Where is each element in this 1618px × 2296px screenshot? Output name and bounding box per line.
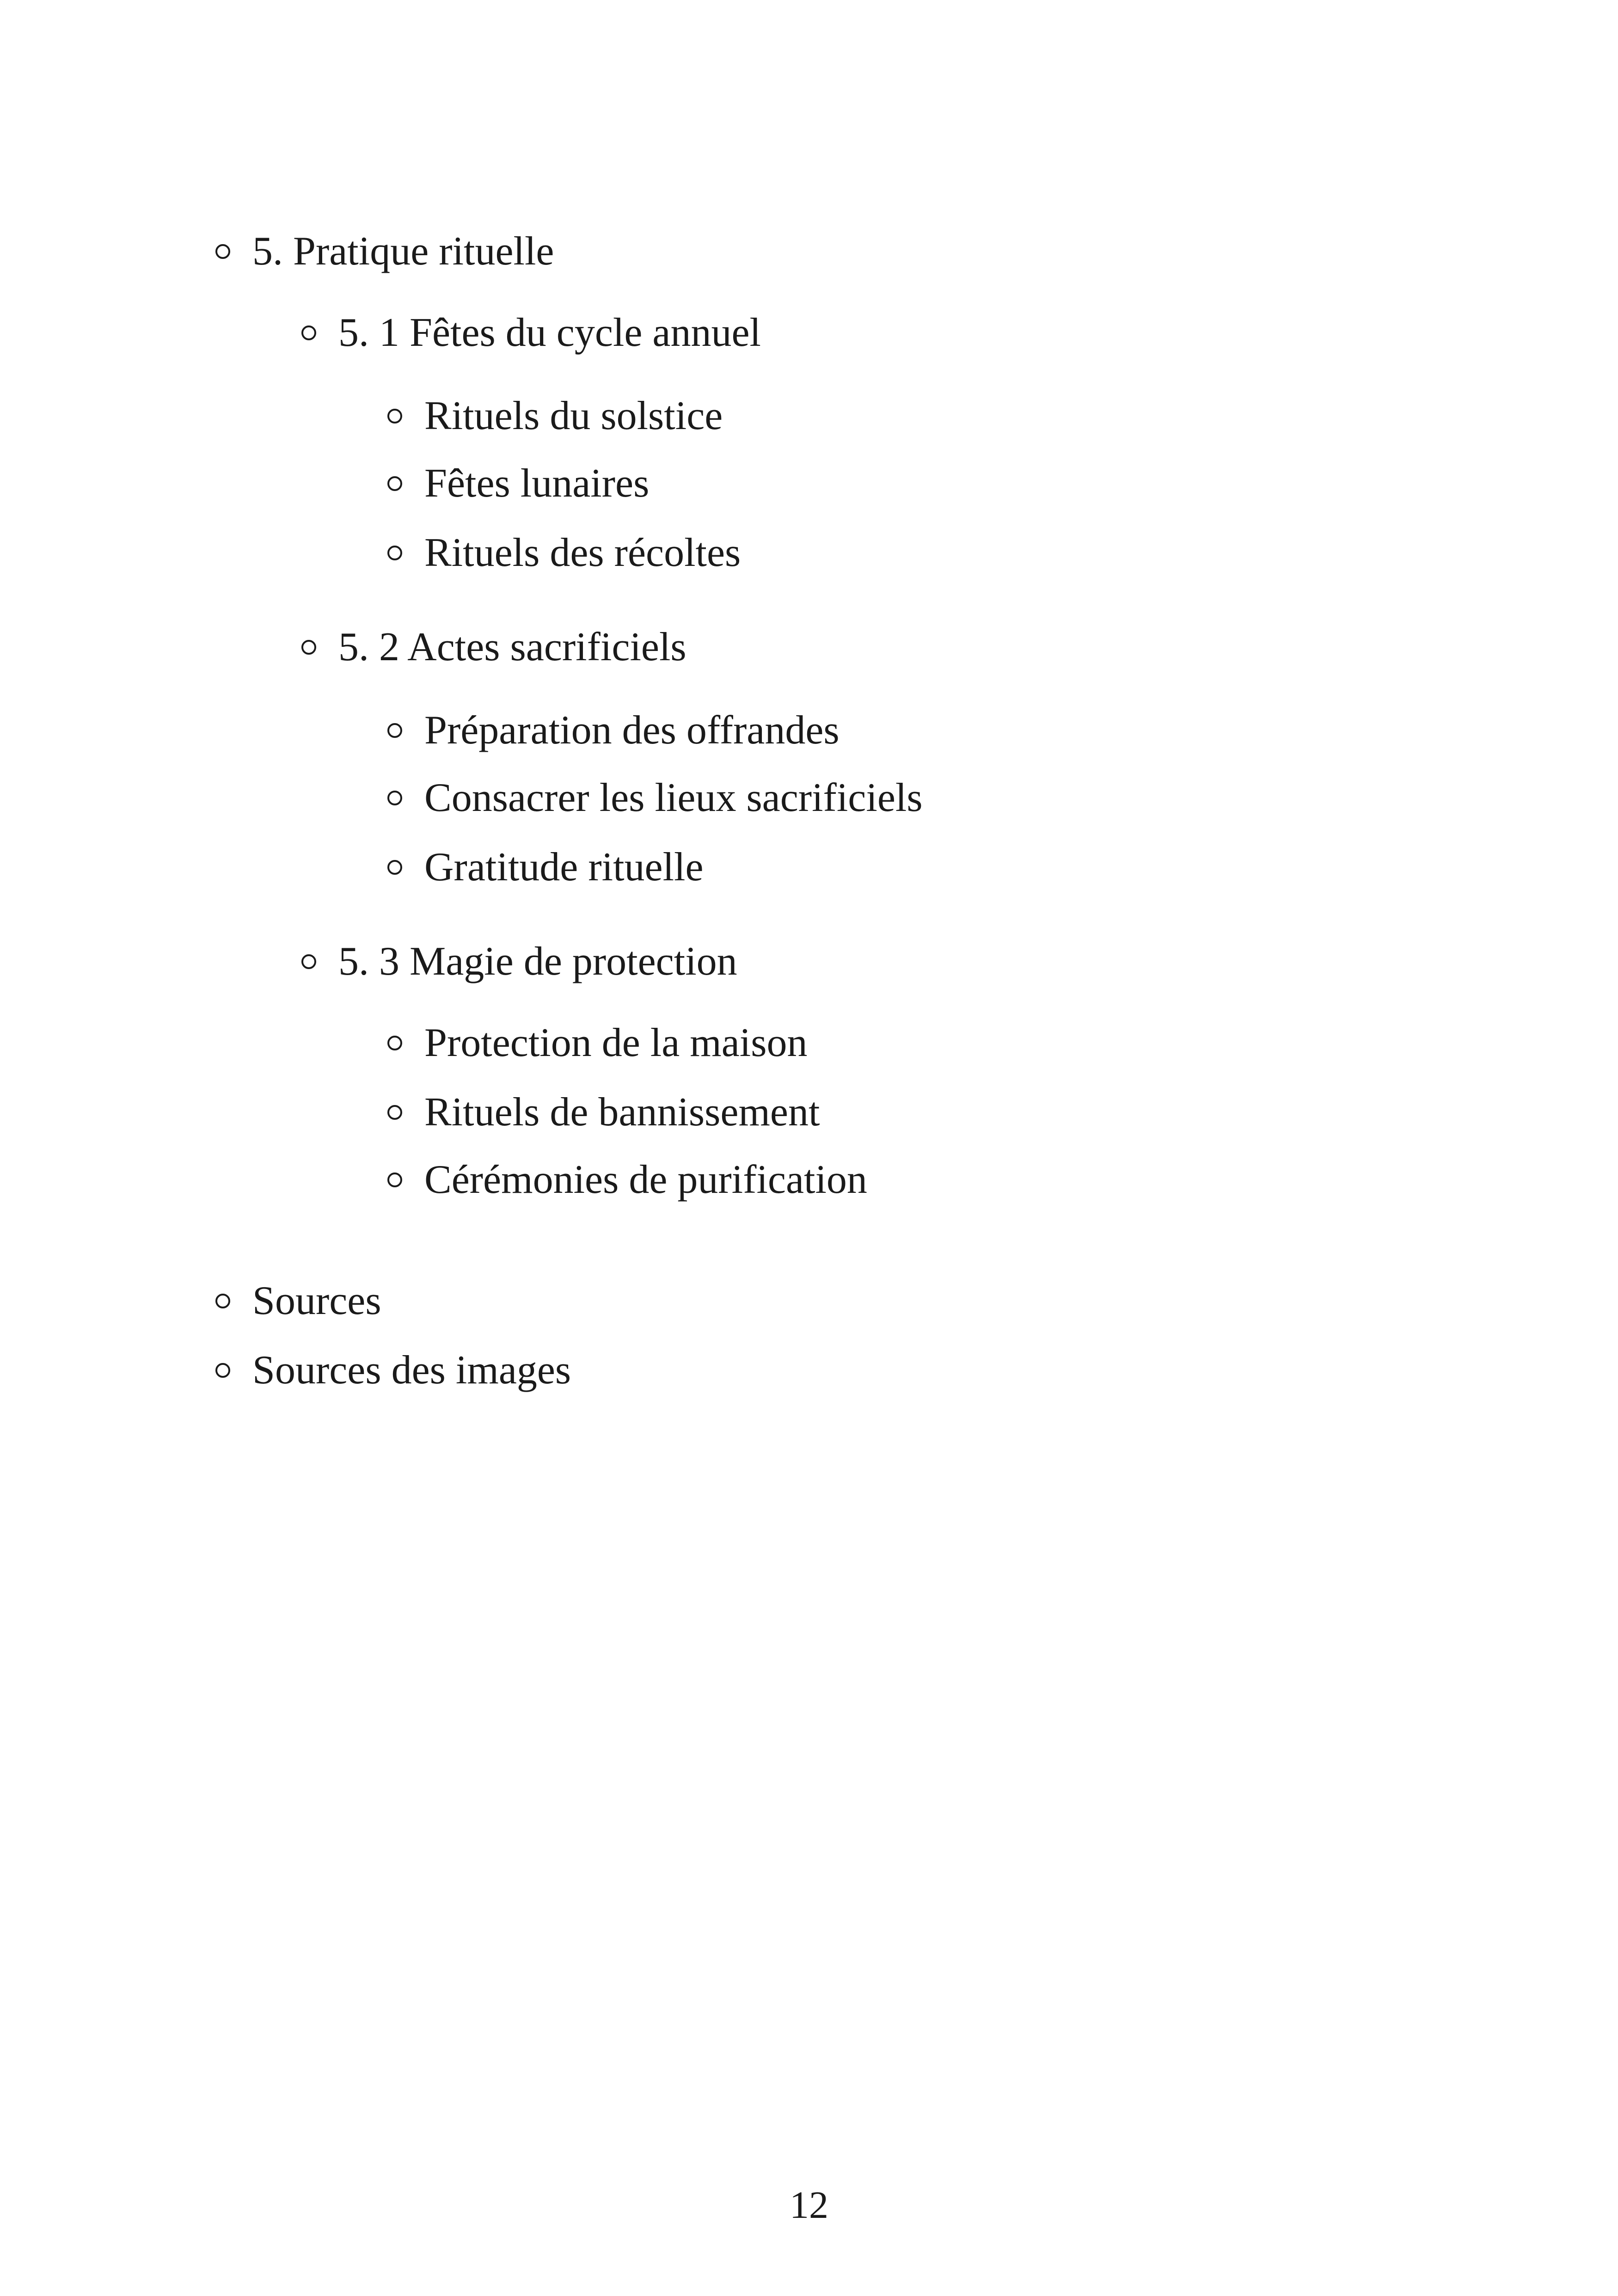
toc-entry-sources-images[interactable] bbox=[215, 1350, 571, 1391]
toc-entry-label: Fêtes lunaires bbox=[424, 461, 650, 506]
toc-entry-label: Rituels de bannissement bbox=[424, 1090, 820, 1135]
toc-entry-actes-sacrificiels[interactable] bbox=[301, 627, 686, 668]
toc-entry-rituels-solstice[interactable] bbox=[387, 393, 723, 438]
toc-entry-label: Rituels des récoltes bbox=[424, 530, 741, 575]
circle-bullet-icon bbox=[301, 325, 316, 340]
toc-entry-gratitude-rituelle[interactable] bbox=[387, 847, 704, 888]
circle-bullet-icon bbox=[387, 791, 402, 805]
toc-entry-preparation-offrandes[interactable] bbox=[387, 710, 840, 751]
circle-bullet-icon bbox=[387, 1173, 402, 1187]
toc-entry-label: Préparation des offrandes bbox=[424, 708, 840, 753]
toc-entry-label: Rituels du solstice bbox=[424, 393, 723, 438]
circle-bullet-icon bbox=[215, 1363, 230, 1378]
toc-entry-ceremonies-purification[interactable] bbox=[387, 1157, 867, 1202]
toc-entry-protection-maison[interactable] bbox=[387, 1020, 808, 1065]
circle-bullet-icon bbox=[387, 1036, 402, 1050]
toc-entry-sources[interactable] bbox=[215, 1278, 381, 1323]
circle-bullet-icon bbox=[387, 546, 402, 560]
toc-entry-fetes-lunaires[interactable] bbox=[387, 463, 649, 504]
circle-bullet-icon bbox=[301, 954, 316, 969]
toc-entry-label: 5. Pratique rituelle bbox=[252, 229, 554, 274]
circle-bullet-icon bbox=[387, 409, 402, 424]
circle-bullet-icon bbox=[301, 640, 316, 655]
toc-entry-label: Consacrer les lieux sacrificiels bbox=[424, 775, 923, 820]
toc-entry-pratique-rituelle[interactable] bbox=[215, 231, 554, 272]
toc-entry-label: 5. 2 Actes sacrificiels bbox=[338, 625, 686, 669]
circle-bullet-icon bbox=[387, 723, 402, 738]
toc-entry-label: 5. 1 Fêtes du cycle annuel bbox=[338, 310, 761, 355]
circle-bullet-icon bbox=[215, 1294, 230, 1308]
toc-entry-consacrer-lieux[interactable] bbox=[387, 775, 923, 820]
toc-entry-label: Gratitude rituelle bbox=[424, 845, 704, 890]
circle-bullet-icon bbox=[387, 1105, 402, 1120]
toc-entry-rituels-recoltes[interactable] bbox=[387, 530, 741, 575]
toc-entry-magie-protection[interactable] bbox=[301, 941, 737, 982]
toc-entry-label: 5. 3 Magie de protection bbox=[338, 939, 737, 984]
circle-bullet-icon bbox=[387, 476, 402, 491]
toc-entry-label: Sources des images bbox=[252, 1348, 571, 1393]
page-number: 12 bbox=[790, 2184, 828, 2227]
toc-entry-label: Protection de la maison bbox=[424, 1020, 808, 1065]
circle-bullet-icon bbox=[387, 860, 402, 875]
toc-entry-label: Sources bbox=[252, 1278, 381, 1323]
toc-entry-rituels-bannissement[interactable] bbox=[387, 1092, 820, 1133]
toc-entry-fetes-cycle-annuel[interactable] bbox=[301, 310, 761, 355]
toc-entry-label: Cérémonies de purification bbox=[424, 1157, 867, 1202]
circle-bullet-icon bbox=[215, 244, 230, 259]
